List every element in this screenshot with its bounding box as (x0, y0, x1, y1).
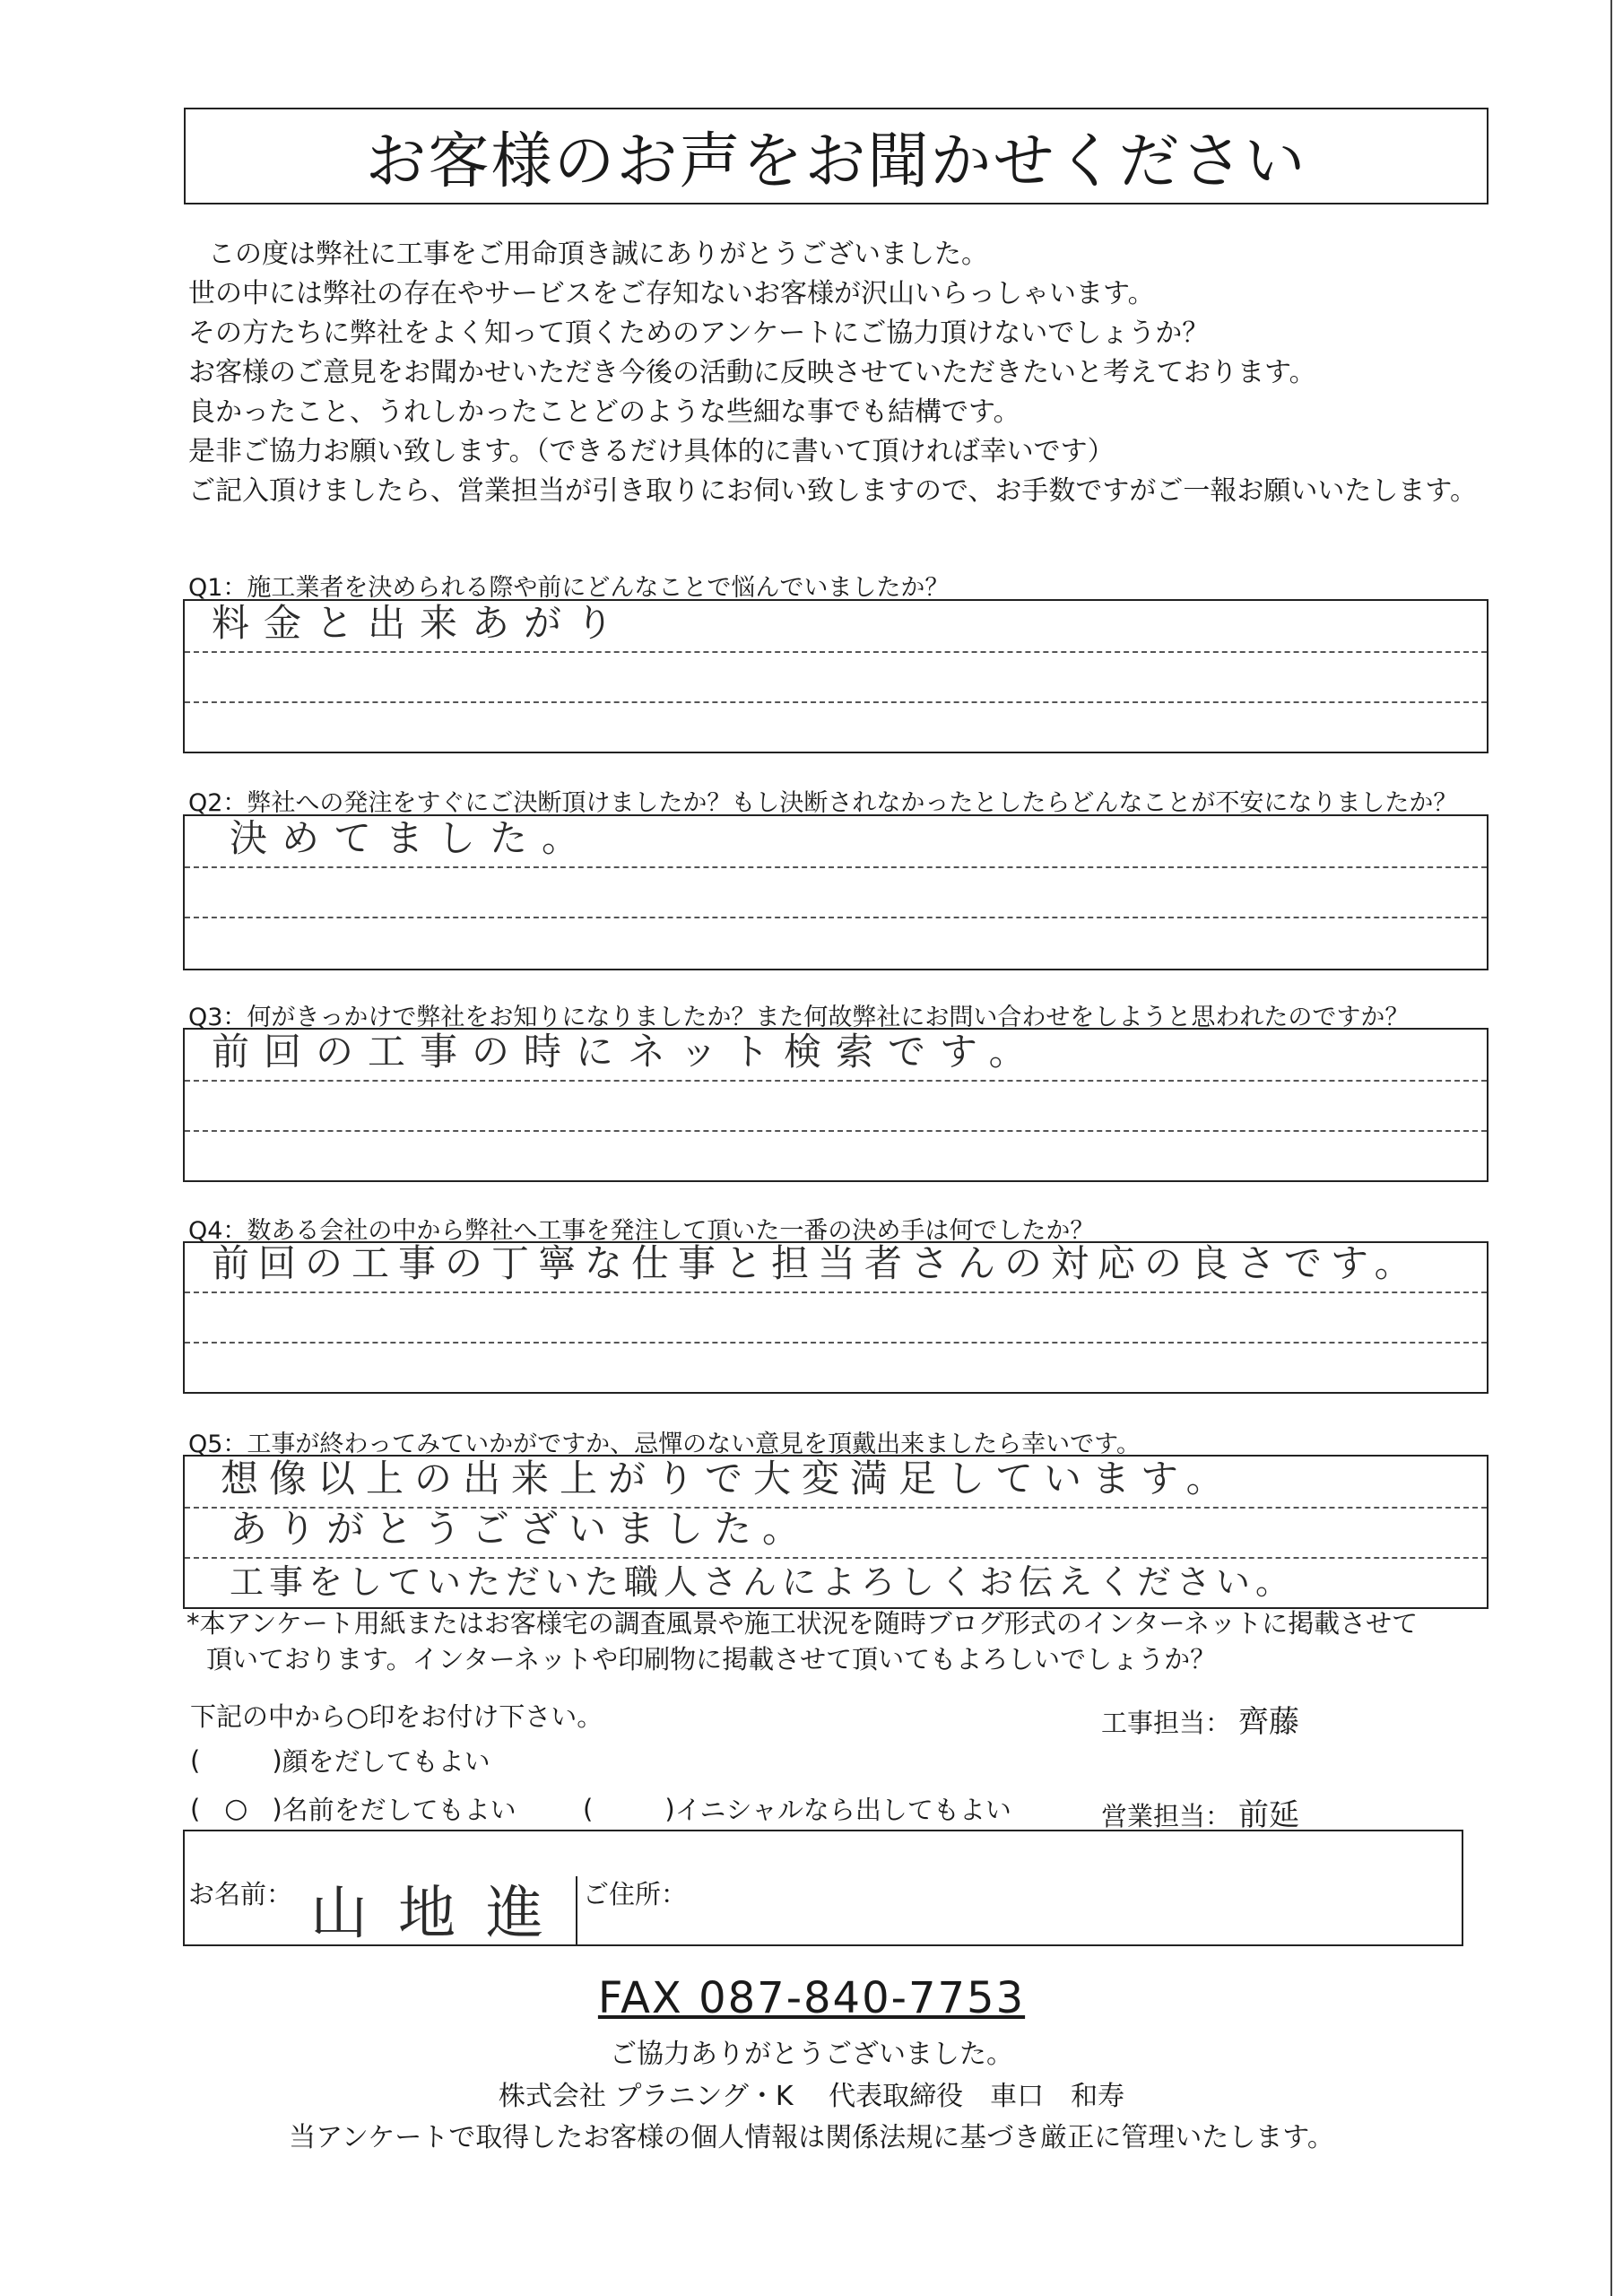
answer-line[interactable] (185, 1344, 1487, 1392)
answer-line[interactable] (185, 1082, 1487, 1132)
answer-line[interactable] (185, 653, 1487, 703)
question-3-label: Q3：何がきっかけで弊社をお知りになりましたか？また何故弊社にお問い合わせをしようと思われたのですか？ (188, 1004, 1410, 1031)
answer-text: 料金と出来あがり (212, 601, 629, 645)
answer-line[interactable] (185, 1030, 1487, 1082)
notice-line: *本アンケート用紙またはお客様宅の調査風景や施工状況を随時ブログ形式のインターネットに掲載させて (187, 1608, 1419, 1639)
publication-notice (187, 1605, 1418, 1677)
question-2-label: Q2：弊社への発注をすぐにご決断頂けましたか？もし決断されなかったとしたらどんなことが不安になりましたか？ (188, 789, 1458, 817)
intro-line: この度は弊社に工事をご用命頂き誠にありがとうございました。 (208, 239, 988, 270)
answer-line[interactable] (185, 1132, 1487, 1180)
answer-line[interactable] (185, 1293, 1487, 1344)
company-info: 株式会社 プラニング・K 代表取締役 車口 和寿 (498, 2081, 1125, 2112)
intro-line: 良かったこと、うれしかったことどのような些細な事でも結構です。 (188, 396, 1020, 428)
name-field[interactable]: 山地進 (310, 1881, 574, 1947)
consent-option-initials[interactable]: ( ) イニシャルなら出してもよい (583, 1790, 1011, 1827)
fax-number: FAX 087-840-7753 (597, 1973, 1026, 2023)
construction-staff-signature: 齊藤 (1238, 1704, 1300, 1740)
intro-line: 是非ご協力お願い致します。（できるだけ具体的に書いて頂ければ幸いです） (188, 436, 1115, 467)
answer-line[interactable] (185, 816, 1487, 868)
consent-option-label: イニシャルなら出してもよい (674, 1795, 1011, 1825)
consent-option-label: 顔をだしてもよい (282, 1746, 490, 1777)
construction-staff-label: 工事担当： (1101, 1708, 1232, 1738)
answer-line[interactable] (185, 918, 1487, 969)
answer-text: ありがとうございました。 (230, 1507, 812, 1551)
customer-info-box (183, 1830, 1463, 1946)
answer-text: 前回の工事の丁寧な仕事と担当者さんの対応の良さです。 (212, 1241, 1421, 1285)
intro-line: ご記入頂けましたら、営業担当が引き取りにお伺い致しますので、お手数ですがご一報お願いいたします。 (188, 475, 1477, 507)
thanks-text: ご協力ありがとうございました。 (610, 2039, 1013, 2070)
consent-option-label: 名前をだしてもよい (282, 1795, 516, 1825)
intro-line: お客様のご意見をお聞かせいただき今後の活動に反映させていただきたいと考えております。 (188, 357, 1316, 388)
intro-line: その方たちに弊社をよく知って頂くためのアンケートにご協力頂けないでしょうか？ (188, 317, 1210, 349)
consent-mark[interactable]: ○ (224, 1793, 248, 1824)
question-1-label: Q1：施工業者を決められる際や前にどんなことで悩んでいましたか？ (188, 574, 950, 602)
answer-line[interactable] (185, 868, 1487, 918)
question-4-label: Q4：数ある会社の中から弊社へ工事を発注して頂いた一番の決め手は何でしたか？ (188, 1217, 1095, 1245)
intro-text (188, 235, 1515, 511)
answer-text: 決めてました。 (230, 816, 595, 860)
sales-staff (1101, 1790, 1299, 1834)
answer-box-5[interactable] (183, 1455, 1488, 1609)
consent-instruction: 下記の中から○印をお付け下さい。 (190, 1701, 603, 1732)
intro-line: 世の中には弊社の存在やサービスをご存知ないお客様が沢山いらっしゃいます。 (188, 278, 1155, 309)
notice-line: 頂いております。インターネットや印刷物に掲載させて頂いてもよろしいでしょうか？ (206, 1644, 1217, 1674)
answer-box-4[interactable] (183, 1241, 1488, 1394)
name-label: お名前： (188, 1879, 293, 1909)
page-title: お客様のお声をお聞かせください (184, 108, 1488, 204)
name-address-divider (576, 1876, 577, 1946)
sales-staff-label: 営業担当： (1101, 1801, 1232, 1831)
answer-box-1[interactable] (183, 599, 1488, 753)
answer-line[interactable] (185, 703, 1487, 752)
answer-box-2[interactable] (183, 814, 1488, 970)
construction-staff (1101, 1697, 1299, 1741)
sales-staff-signature: 前延 (1238, 1797, 1300, 1833)
answer-box-3[interactable] (183, 1028, 1488, 1182)
answer-line[interactable] (185, 601, 1487, 653)
question-5-label: Q5：工事が終わってみていかがですか、忌憚のない意見を頂戴出来ましたら幸いです。 (188, 1431, 1141, 1458)
page-edge-line (1610, 0, 1612, 2296)
consent-option-name[interactable]: ( ○ ) 名前をだしてもよい (190, 1790, 516, 1827)
address-label: ご住所： (583, 1879, 688, 1909)
answer-text: 工事をしていただいた職人さんによろしくお伝えください。 (230, 1562, 1296, 1602)
answer-text: 想像以上の出来上がりで大変満足しています。 (221, 1457, 1235, 1500)
answer-text: 前回の工事の時にネット検索です。 (212, 1030, 1041, 1074)
answer-line[interactable] (185, 1243, 1487, 1293)
consent-option-face[interactable]: ( ) 顔をだしてもよい (190, 1742, 490, 1779)
answer-line[interactable] (185, 1509, 1487, 1559)
answer-line[interactable] (185, 1559, 1487, 1607)
privacy-notice: 当アンケートで取得したお客様の個人情報は関係法規に基づき厳正に管理いたします。 (289, 2122, 1334, 2153)
